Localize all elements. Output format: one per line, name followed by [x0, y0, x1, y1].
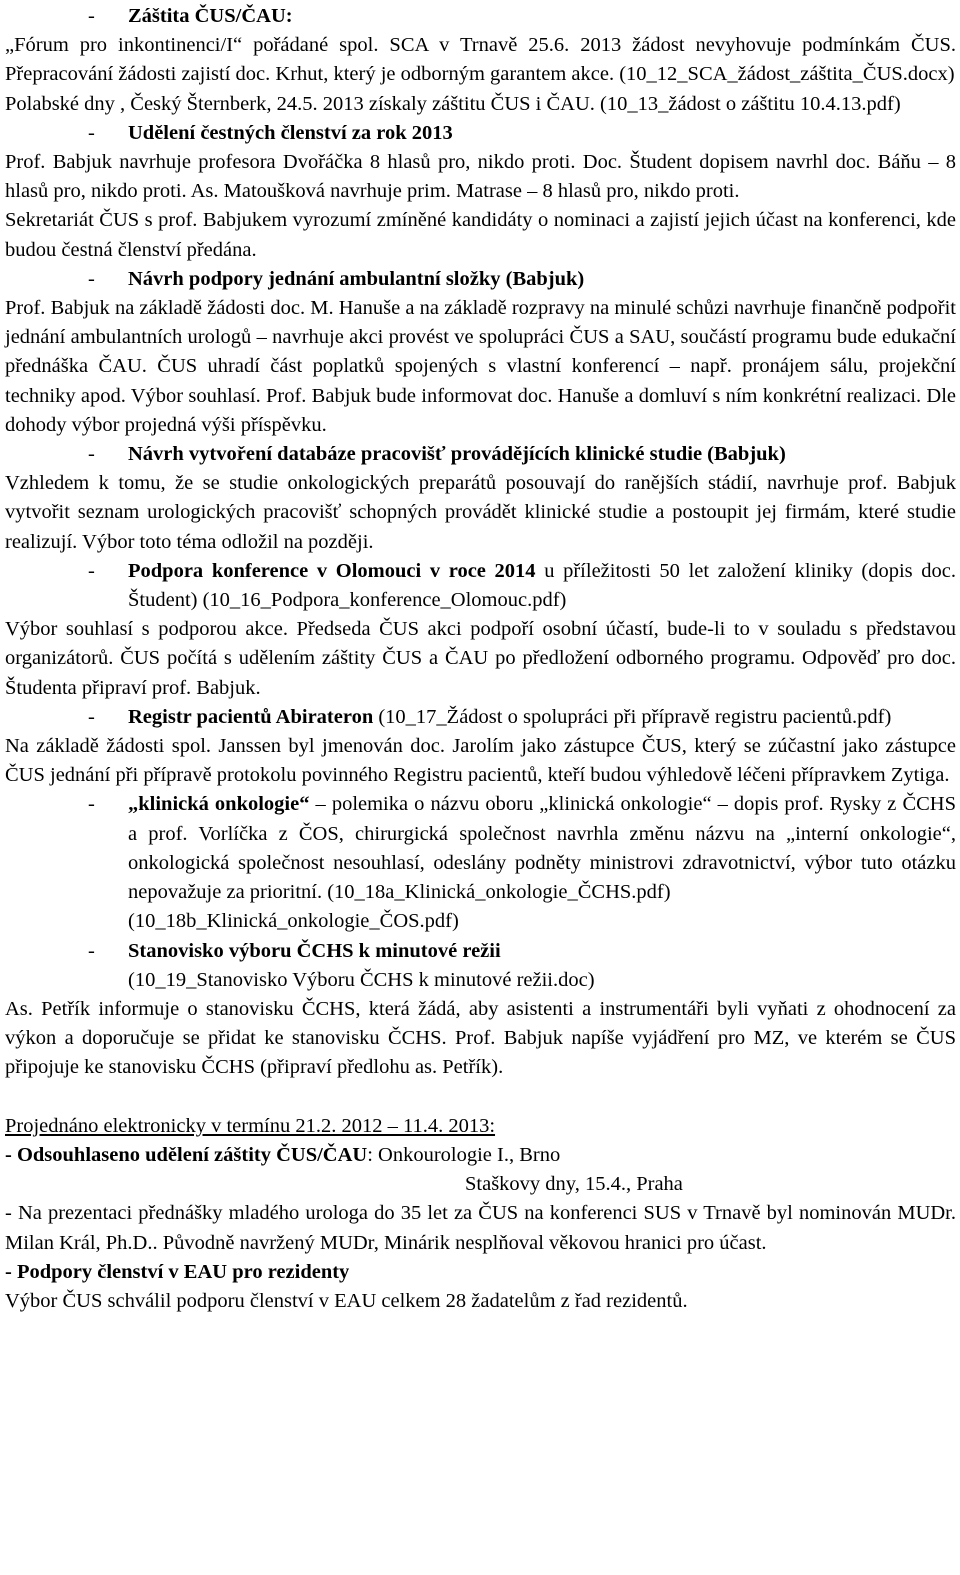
bullet-dash: -: [88, 267, 95, 290]
heading-text: Návrh vytvoření databáze pracovišť provádějících klinické studie (Babjuk): [128, 443, 786, 466]
line-eau-support-heading: [5, 1258, 956, 1287]
section-heading-electronic: Projednáno elektronicky v termínu 21.2. 2012 – 11.4. 2013:: [5, 1114, 496, 1137]
section-heading-clinical-trials-db: [5, 440, 956, 469]
heading-text: Návrh podpory jednání ambulantní složky (Babjuk): [128, 267, 585, 290]
paragraph-eau-support: Výbor ČUS schválil podporu členství v EAU celkem 28 žadatelům z řad rezidentů.: [5, 1289, 688, 1312]
eau-support-label: - Podpory členství v EAU pro rezidenty: [5, 1260, 350, 1283]
section-heading-patronage: [5, 2, 956, 31]
approved-label: - Odsouhlaseno udělení záštity ČUS/ČAU: [5, 1143, 368, 1166]
approved-event-2: Staškovy dny, 15.4., Praha: [465, 1173, 683, 1196]
heading-rest: – polemika o názvu oboru „klinická onkologie“ – dopis prof. Rysky z ČCHS a prof. Vorlíčka z ČOS, chirurgická společnost navrhla změnu názvu na „interní onkologie“, onkologická společnost nesouhlasí, odeslány podněty ministrovi zdravotnictví, výbor tuto otázku nepovažuje za prioritní. (10_18a_Klinická_onkologie_ČCHS.pdf): [128, 793, 956, 904]
paragraph-clinical-trials-db: Vzhledem k tomu, že se studie onkologických preparátů posouvají do ranějších stádií, navrhuje prof. Babjuk vytvořit seznam urologických pracovišť schopných provádět klinické studie a postoupit jej firmám, které studie realizují. Výbor toto téma odložil na později.: [5, 472, 956, 553]
heading-rest: u příležitosti 50 let založení kliniky (dopis doc. Študent) (10_16_Podpora_konference_Olomouc.pdf): [128, 559, 957, 612]
paragraph-secretariat: Sekretariát ČUS s prof. Babjukem vyrozumí zmíněné kandidáty o nominaci a zajistí jejich účast na konferenci, kde budou čestná členství předána.: [5, 209, 956, 261]
heading-text: Záštita ČUS/ČAU:: [128, 5, 293, 27]
heading-rest: (10_17_Žádost o spolupráci při přípravě registru pacientů.pdf): [373, 705, 892, 728]
paragraph-polabske-dny: Polabské dny , Český Šternberk, 24.5. 2013 získaly záštitu ČUS i ČAU. (10_13_žádost o záštitu 10.4.13.pdf): [5, 92, 901, 115]
bullet-dash: -: [88, 793, 95, 816]
approved-event-1: : Onkourologie I., Brno: [367, 1143, 561, 1166]
paragraph-forum-inkontinenci: „Fórum pro inkontinenci/I“ pořádané spol. SCA v Trnavě 25.6. 2013 žádost nevyhovuje podmínkám ČUS. Přepracování žádosti zajistí doc. Krhut, který je odborným garantem akce. (10_12_SCA_žádost_záštita_ČUS.docx): [5, 34, 956, 86]
paragraph-ambulatory-support: Prof. Babjuk na základě žádosti doc. M. Hanuše a na základě rozpravy na minulé schůzi navrhuje finančně podpořit jednání ambulantních urologů – navrhuje akci provést ve spolupráci ČUS a SAU, součástí programu bude edukační přednáška ČAU. ČUS uhradí část poplatků spojených s vlastní konferencí – např. pronájem sálu, projekční techniky apod. Výbor souhlasí. Prof. Babjuk bude informovat doc. Hanuše a domluví s ním konkrétní realizaci. Dle dohody výbor projedná výši příspěvku.: [5, 297, 956, 436]
bullet-dash: -: [88, 939, 95, 962]
heading-text: Stanovisko výboru ČCHS k minutové režii: [128, 939, 501, 962]
attachment-reference: (10_19_Stanovisko Výboru ČCHS k minutové režii.doc): [128, 968, 595, 991]
bullet-dash: -: [88, 443, 95, 466]
bullet-dash: -: [88, 121, 95, 144]
section-heading-ambulatory-support: [5, 265, 956, 294]
paragraph-cchs-statement: As. Petřík informuje o stanovisku ČCHS, která žádá, aby asistenti a instrumentáři byli vyňati z ohodnocení za výkon a doporučuje se přidat ke stanovisku ČCHS. Prof. Babjuk napíše vyjádření pro MZ, ve kterém se ČUS připojuje ke stanovisku ČCHS (připraví předlohu as. Petřík).: [5, 997, 956, 1079]
section-heading-abirateron-registry: [5, 703, 956, 732]
blank-line: [5, 1083, 956, 1112]
attachment-reference: (10_18b_Klinická_onkologie_ČOS.pdf): [128, 910, 459, 933]
paragraph-presentation-nomination: - Na prezentaci přednášky mladého urologa do 35 let za ČUS na konferenci SUS v Trnavě byl nominován MUDr. Milan Král, Ph.D.. Původně navržený MUDr, Minárik nesplňoval věkovou hranici pro účast.: [5, 1202, 956, 1254]
paragraph-olomouc-conference: Výbor souhlasí s podporou akce. Předseda ČUS akci podpoří osobní účastí, bude-li to v souladu s představou organizátorů. ČUS počítá s udělením záštity ČUS a ČAU po předložení odborného programu. Odpověď pro doc. Študenta připraví prof. Babjuk.: [5, 618, 956, 699]
section-heading-honorary-membership: [5, 119, 956, 148]
section-heading-clinical-oncology: [5, 790, 956, 936]
paragraph-nominations: Prof. Babjuk navrhuje profesora Dvořáčka 8 hlasů pro, nikdo proti. Doc. Študent dopisem navrhl doc. Báňu – 8 hlasů pro, nikdo proti. As. Matoušková navrhuje prim. Matrase – 8 hlasů pro, nikdo proti.: [5, 151, 956, 203]
bullet-dash: -: [88, 705, 95, 728]
paragraph-abirateron-registry: Na základě žádosti spol. Janssen byl jmenován doc. Jarolím jako zástupce ČUS, který se zúčastní jako zástupce ČUS jednání při přípravě protokolu povinného Registru pacientů, kteří budou výhledově léčeni přípravkem Zytiga.: [5, 735, 956, 787]
heading-text: Podpora konference v Olomouci v roce 2014: [128, 559, 536, 582]
bullet-dash: -: [88, 5, 95, 27]
heading-text: „klinická onkologie“: [128, 793, 310, 816]
line-approved-patronage: [5, 1141, 956, 1170]
section-heading-cchs-statement: [5, 937, 956, 995]
heading-text: Registr pacientů Abirateron: [128, 705, 374, 728]
bullet-dash: -: [88, 559, 95, 582]
section-heading-olomouc-conference: [5, 557, 956, 615]
heading-text: Udělení čestných členství za rok 2013: [128, 121, 453, 144]
